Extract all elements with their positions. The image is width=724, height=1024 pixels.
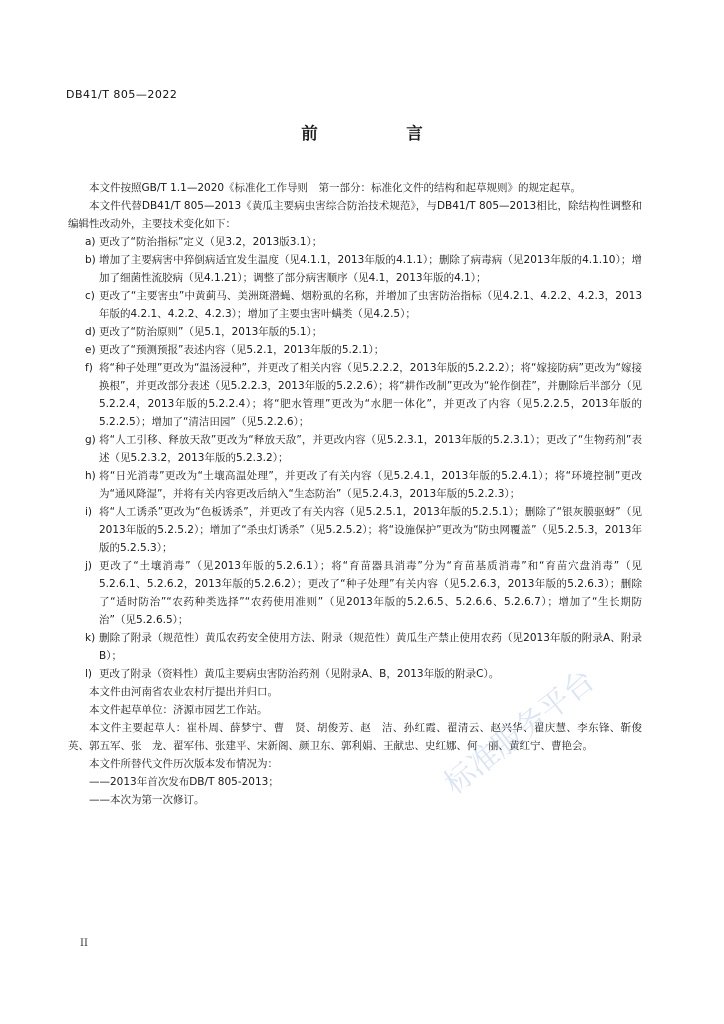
page-title: 前 言 [301,124,459,143]
item-marker: e) [85,344,96,356]
item-text: 更改了“防治指标”定义（见3.2，2013版3.1）； [99,236,323,248]
item-marker: g) [85,434,96,446]
change-item-e [68,341,642,359]
item-text: 删除了附录（规范性）黄瓜农药安全使用方法、附录（规范性）黄瓜生产禁止使用农药（见2013年版的附录A、附录B）； [99,632,642,662]
change-item-d [68,323,642,341]
change-list [68,233,642,683]
history-intro-paragraph: 本文件所替代文件历次版本发布情况为： [89,758,278,770]
item-text: 将“种子处理”更改为“温汤浸种”，并更改了相关内容（见5.2.2.2，2013年版的5.2.2.2）；将“嫁接防病”更改为“嫁接换根”，并更改部分表述（见5.2.2.3，2013年版的5.2.2.6）；将“耕作改制”更改为“轮作倒茬”，并删除后半部分（见5.2.2.4，2013年版的5.2.2.4）；将“肥水管理”更改为“水肥一体化”，并更改了内容（见5.2.2.5，2013年版的5.2.2.5）；增加了“清洁田园”（见5.2.2.6）； [99,362,642,428]
item-text: 将“日光消毒”更改为“土壤高温处理”，并更改了有关内容（见5.2.4.1，2013年版的5.2.4.1）；将“环境控制”更改为“通风降湿”，并将有关内容更改后纳入“生态防治”（见5.2.4.3，2013年版的5.2.2.3）； [99,470,642,500]
item-text: 将“人工诱杀”更改为“色板诱杀”，并更改了有关内容（见5.2.5.1，2013年版的5.2.5.1）；删除了“银灰膜驱蚜”（见2013年版的5.2.5.2）；增加了“杀虫灯诱杀”（见5.2.5.2）；将“设施保护”更改为“防虫网覆盖”（见5.2.5.3，2013年版的5.2.5.3）； [99,506,642,554]
change-item-j [68,557,642,629]
item-marker: d) [85,326,96,338]
change-item-c [68,287,642,323]
item-text: 更改了“土壤消毒”（见2013年版的5.2.6.1）；将“育苗器具消毒”分为“育苗基质消毒”和“育苗穴盘消毒”（见5.2.6.1、5.2.6.2，2013年版的5.2.6.2）；更改了“种子处理”有关内容（见5.2.6.3，2013年版的5.2.6.3）；删除了“适时防治”“农药种类选择”“农药使用准则”（见2013年版的5.2.6.5、5.2.6.6、5.2.6.7）；增加了“生长期防治”（见5.2.6.5）； [99,560,642,626]
item-text: 更改了“防治原则”（见5.1，2013年版的5.1）； [99,326,323,338]
drafting-unit-paragraph: 本文件起草单位：济源市园艺工作站。 [89,704,268,716]
item-text: 更改了“预测预报”表述内容（见5.2.1，2013年版的5.2.1）； [99,344,385,356]
change-item-f [68,359,642,431]
item-marker: a) [85,236,96,248]
item-marker: i) [85,506,93,518]
change-item-l [68,665,642,683]
drafters-paragraph: 本文件主要起草人：崔朴周、薛梦宁、曹 贤、胡俊芳、赵 洁、孙红霞、翟清云、赵兴华、翟庆慧、李东锋、靳俊英、郭五军、张 龙、翟军伟、张建平、宋新阁、颜卫东、郭利娟、王献忠、史红娜、何 丽、黄红宁、曹艳会。 [68,722,642,752]
item-text: 更改了附录（资料性）黄瓜主要病虫害防治药剂（见附录A、B，2013年版的附录C）。 [99,668,500,680]
proposer-paragraph: 本文件由河南省农业农村厅提出并归口。 [89,686,278,698]
change-item-b [68,251,642,287]
change-item-k [68,629,642,665]
intro-paragraph-2: 本文件代替DB41/T 805—2013《黄瓜主要病虫害综合防治技术规范》，与DB41/T 805—2013相比，除结构性调整和编辑性改动外，主要技术变化如下： [68,200,642,230]
item-marker: f) [85,362,93,374]
foreword-body [68,179,642,809]
item-text: 更改了“主要害虫”中黄蓟马、美洲斑潜蝇、烟粉虱的名称，并增加了虫害防治指标（见4.2.1、4.2.2、4.2.3，2013年版的4.2.1、4.2.2、4.2.3）；增加了主要虫害叶螨类（见4.2.5）； [99,290,642,320]
item-marker: k) [85,632,96,644]
change-item-i [68,503,642,557]
change-item-h [68,467,642,503]
item-text: 增加了主要病害中猝倒病适宜发生温度（见4.1.1，2013年版的4.1.1）；删除了病毒病（见2013年版的4.1.10）；增加了细菌性流胶病（见4.1.21）；调整了部分病害顺序（见4.1，2013年版的4.1）； [99,254,642,284]
history-item-2: ——本次为第一次修订。 [89,794,205,806]
history-item-1: ——2013年首次发布DB/T 805-2013； [89,776,279,788]
item-marker: c) [85,290,95,302]
page-number: II [80,938,88,949]
change-item-a [68,233,642,251]
change-item-g [68,431,642,467]
intro-paragraph-1: 本文件按照GB/T 1.1—2020《标准化工作导则 第一部分：标准化文件的结构和起草规则》的规定起草。 [89,182,582,194]
item-marker: l) [85,668,93,680]
item-marker: j) [85,560,93,572]
item-marker: b) [85,254,96,266]
item-text: 将“人工引移、释放天敌”更改为“释放天敌”，并更改内容（见5.2.3.1，2013年版的5.2.3.1）；更改了“生物药剂”表述（见5.2.3.2，2013年版的5.2.3.2）； [99,434,642,464]
item-marker: h) [85,470,96,482]
standard-code-header: DB41/T 805—2022 [66,88,178,101]
watermark-text: 标准服务平台 [438,663,602,802]
